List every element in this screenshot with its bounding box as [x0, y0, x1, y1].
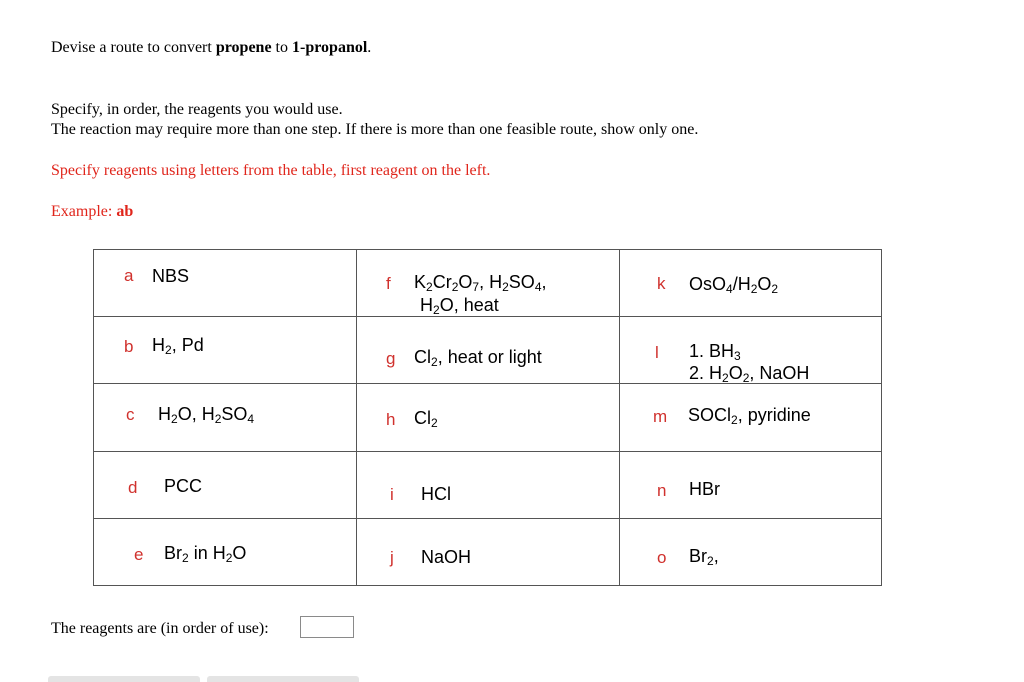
reagent-row: [94, 317, 882, 384]
reagent-cell-l: [620, 317, 882, 384]
target-compound: 1-propanol: [292, 39, 368, 56]
reagent-cell-g: [357, 317, 620, 384]
start-compound: propene: [215, 39, 272, 56]
reagent-letter: l: [655, 343, 659, 363]
reagent-cell-f: [357, 250, 620, 317]
reagent-text: HBr: [689, 478, 720, 499]
reagent-cell-k: [620, 250, 882, 317]
reagent-text: PCC: [164, 475, 203, 496]
reagent-letter: e: [134, 544, 144, 564]
reagent-text: $H_2O$, $H_2SO_4$: [158, 404, 255, 427]
reagent-cell-e: [94, 518, 357, 585]
reagent-table: [93, 249, 882, 586]
reagent-letter: d: [128, 477, 138, 497]
reagent-letter: a: [124, 266, 134, 285]
instructions-line-1: Specify, in order, the reagents you would use.: [51, 101, 343, 118]
reagent-letter: g: [386, 349, 396, 369]
question-text: [51, 38, 371, 57]
reagent-cell-o: [620, 518, 882, 585]
reagent-cell-h: [357, 384, 620, 451]
reagent-letter: j: [390, 547, 394, 567]
reagent-letter: k: [657, 274, 666, 293]
reagent-text: $Br_2$ in $H_2O$: [164, 542, 247, 565]
reagent-text: $K_2Cr_2O_7$, $H_2SO_4$,: [414, 272, 547, 294]
reagent-letter: f: [386, 274, 391, 293]
question-suffix: .: [367, 39, 372, 56]
reagent-letter: h: [386, 410, 396, 430]
reagent-text: $H_2$, Pd: [152, 335, 204, 358]
reagent-text: NBS: [152, 266, 190, 286]
reagent-letter: o: [657, 547, 667, 567]
example-prefix: Example:: [51, 203, 117, 220]
reagent-row: [94, 384, 882, 451]
question-prefix: Devise a route to convert: [51, 39, 216, 56]
reagent-cell-b: [94, 317, 357, 384]
reagent-text: HCl: [421, 483, 451, 504]
reagent-cell-m: [620, 384, 882, 451]
action-button-1[interactable]: [48, 676, 200, 682]
reagent-letter: b: [124, 337, 134, 357]
example-text: [51, 202, 133, 221]
hint-text: Specify reagents using letters from the table, first reagent on the left.: [51, 162, 491, 179]
reagent-row: [94, 451, 882, 518]
reagent-text: 1. $BH_3$: [689, 341, 741, 364]
reagent-cell-c: [94, 384, 357, 451]
reagent-text: $Cl_2$, heat or light: [414, 347, 542, 370]
reagent-letter: c: [126, 405, 135, 425]
reagent-letter: m: [653, 407, 668, 427]
reagent-cell-j: [357, 518, 620, 585]
reagent-cell-a: [94, 250, 357, 317]
reagent-row: [94, 518, 882, 585]
reagent-cell-n: [620, 451, 882, 518]
reagent-letter: n: [657, 480, 667, 500]
instructions-line-2: The reaction may require more than one step. If there is more than one feasible route, show only one.: [51, 121, 699, 138]
reagent-text: SOCl$_2$, pyridine: [688, 405, 811, 428]
reagent-cell-d: [94, 451, 357, 518]
action-button-2[interactable]: [207, 676, 359, 682]
reagent-text: $Cl_2$: [414, 408, 438, 431]
question-middle: to: [271, 39, 292, 56]
reagent-letter: i: [390, 484, 394, 504]
reagent-text: NaOH: [421, 546, 472, 567]
reagent-row: [94, 250, 882, 317]
answer-input[interactable]: [300, 616, 354, 638]
reagent-text: $H_2O$, heat: [420, 295, 499, 317]
reagent-text: $Br_2$,: [689, 545, 719, 568]
reagent-text: $OsO_4/H_2O_2$: [689, 274, 779, 296]
reagent-text: 2. $H_2O_2$, NaOH: [689, 363, 810, 386]
reagent-cell-i: [357, 451, 620, 518]
example-value: ab: [116, 203, 134, 220]
answer-label: The reagents are (in order of use):: [51, 620, 269, 637]
